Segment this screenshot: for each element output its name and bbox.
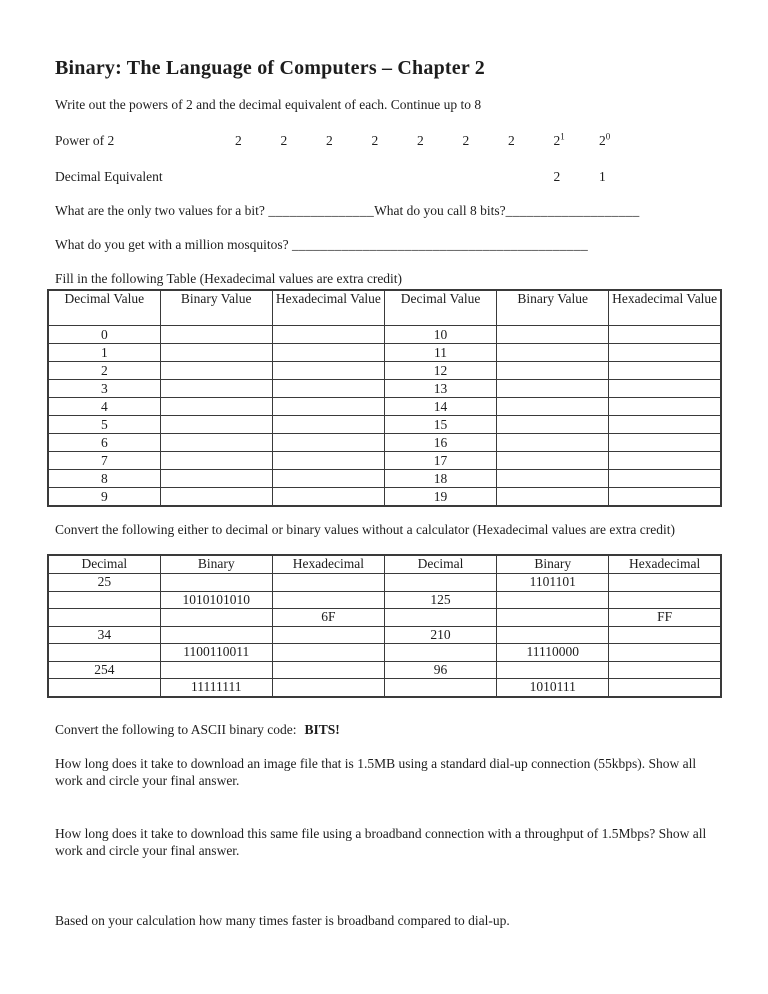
table-cell: 14 xyxy=(384,398,496,416)
table-cell: 16 xyxy=(384,434,496,452)
table-cell: 4 xyxy=(48,398,160,416)
table-cell xyxy=(609,488,721,507)
column-header: Hexadecimal Value xyxy=(609,290,721,326)
table-cell xyxy=(160,380,272,398)
table-cell xyxy=(497,326,609,344)
power-cell xyxy=(463,132,509,149)
table-cell xyxy=(160,626,272,644)
intro-instruction: Write out the powers of 2 and the decimal equivalent of each. Continue up to 8 xyxy=(55,97,482,112)
power-value: 2 xyxy=(326,133,333,148)
table-cell xyxy=(609,679,721,697)
table-cell: 1010111 xyxy=(497,679,609,697)
table-cell xyxy=(609,591,721,609)
table-row xyxy=(48,591,721,609)
table-cell xyxy=(497,609,609,627)
table-cell xyxy=(272,591,384,609)
power-cell xyxy=(417,132,463,149)
table-cell: 6 xyxy=(48,434,160,452)
ascii-word: BITS! xyxy=(304,721,340,737)
table-cell xyxy=(48,679,160,697)
byte-question-text: What do you call 8 bits? xyxy=(374,203,506,218)
table-row xyxy=(48,362,721,380)
table-cell: 19 xyxy=(384,488,496,507)
table-cell xyxy=(160,609,272,627)
table-cell: 254 xyxy=(48,661,160,679)
table-cell: 7 xyxy=(48,452,160,470)
table-row xyxy=(48,644,721,662)
table-cell: 11110000 xyxy=(497,644,609,662)
answer-blank: ___________________ xyxy=(505,203,640,218)
power-value: 2 xyxy=(553,133,561,148)
table-cell xyxy=(497,344,609,362)
power-row-label: Power of 2 xyxy=(55,133,115,148)
table-row xyxy=(48,488,721,507)
column-header: Binary Value xyxy=(497,290,609,326)
table-cell: 6F xyxy=(272,609,384,627)
table-cell: 96 xyxy=(384,661,496,679)
table-cell xyxy=(609,344,721,362)
power-value: 2 xyxy=(599,133,606,148)
power-cell xyxy=(281,132,327,149)
table-cell: 9 xyxy=(48,488,160,507)
table-cell xyxy=(160,398,272,416)
table-row xyxy=(48,344,721,362)
table-cell xyxy=(160,362,272,380)
mosquito-question xyxy=(55,236,720,253)
table-cell: 25 xyxy=(48,574,160,592)
table-cell xyxy=(160,326,272,344)
table-cell xyxy=(272,326,384,344)
power-cell xyxy=(599,132,645,149)
column-header: Hexadecimal xyxy=(609,555,721,574)
table-cell xyxy=(160,488,272,507)
decimal-cell xyxy=(235,168,281,185)
decimal-cell xyxy=(281,168,327,185)
power-cell xyxy=(235,132,281,149)
table-row xyxy=(48,434,721,452)
table-row xyxy=(48,661,721,679)
table-cell xyxy=(497,661,609,679)
table-cell xyxy=(609,452,721,470)
column-header: Binary xyxy=(160,555,272,574)
table-cell xyxy=(160,661,272,679)
table-cell xyxy=(497,488,609,507)
table-cell xyxy=(48,609,160,627)
answer-blank: __________________________________________ xyxy=(291,237,589,252)
table-header-row xyxy=(48,555,721,574)
decimal-cell: 2 xyxy=(553,169,561,184)
table-cell xyxy=(497,591,609,609)
power-value: 2 xyxy=(508,133,515,148)
table-cell xyxy=(272,470,384,488)
power-cell xyxy=(554,132,600,149)
decimal-equivalent-row xyxy=(55,168,720,185)
answer-blank: _______________ xyxy=(268,203,375,218)
table-cell: 13 xyxy=(384,380,496,398)
table-cell xyxy=(272,661,384,679)
table-cell xyxy=(497,434,609,452)
decimal-cell xyxy=(326,168,372,185)
column-header: Decimal Value xyxy=(48,290,160,326)
table-cell xyxy=(497,626,609,644)
table-cell xyxy=(609,434,721,452)
table-cell: 12 xyxy=(384,362,496,380)
table-row xyxy=(48,626,721,644)
power-value: 2 xyxy=(462,133,470,148)
table-cell: 2 xyxy=(48,362,160,380)
bit-question xyxy=(55,202,720,219)
column-header: Decimal xyxy=(48,555,160,574)
table-cell xyxy=(272,362,384,380)
table-cell xyxy=(272,679,384,697)
ascii-prompt-text: Convert the following to ASCII binary code: xyxy=(55,721,297,737)
table-cell: 5 xyxy=(48,416,160,434)
decimal-cell xyxy=(508,168,554,185)
decimal-cell xyxy=(463,168,509,185)
table-row xyxy=(48,326,721,344)
table-cell: 1 xyxy=(48,344,160,362)
power-cell xyxy=(372,132,418,149)
table-cell xyxy=(272,344,384,362)
table-cell: 15 xyxy=(384,416,496,434)
column-header: Decimal xyxy=(384,555,496,574)
table-cell xyxy=(609,626,721,644)
table-cell xyxy=(497,398,609,416)
table-cell xyxy=(272,488,384,507)
decimal-cell xyxy=(372,168,418,185)
power-value: 2 xyxy=(235,133,242,148)
power-cell xyxy=(508,132,554,149)
table-row xyxy=(48,416,721,434)
table-cell xyxy=(497,362,609,380)
table-cell xyxy=(384,609,496,627)
table-cell xyxy=(497,452,609,470)
table-cell xyxy=(160,344,272,362)
table-cell xyxy=(272,416,384,434)
column-header: Binary xyxy=(497,555,609,574)
page-title: Binary: The Language of Computers – Chapter 2 xyxy=(55,57,485,79)
table-cell xyxy=(497,380,609,398)
table-cell: 1101101 xyxy=(497,574,609,592)
table-cell xyxy=(272,398,384,416)
power-exponent: 1 xyxy=(560,131,565,142)
table-row xyxy=(48,398,721,416)
table-cell: 34 xyxy=(48,626,160,644)
table-cell xyxy=(609,470,721,488)
table-row xyxy=(48,574,721,592)
table-cell: 8 xyxy=(48,470,160,488)
table-cell: 11111111 xyxy=(160,679,272,697)
column-header: Decimal Value xyxy=(384,290,496,326)
table-cell xyxy=(497,416,609,434)
table-cell: 210 xyxy=(384,626,496,644)
table-header-row xyxy=(48,290,721,326)
table-cell: 1010101010 xyxy=(160,591,272,609)
table-cell xyxy=(384,679,496,697)
column-header: Binary Value xyxy=(160,290,272,326)
table-cell xyxy=(272,434,384,452)
table-cell xyxy=(609,644,721,662)
column-header: Hexadecimal Value xyxy=(272,290,384,326)
table-row xyxy=(48,679,721,697)
table-cell xyxy=(160,452,272,470)
table-cell xyxy=(160,434,272,452)
table2-caption: Convert the following either to decimal or binary values without a calculator (Hexadecimal values are extra credit) xyxy=(55,522,676,537)
table-cell xyxy=(160,574,272,592)
bit-question-text: What are the only two values for a bit? xyxy=(55,203,269,218)
table-cell: 0 xyxy=(48,326,160,344)
table-cell xyxy=(272,574,384,592)
table-cell: 18 xyxy=(384,470,496,488)
table-cell xyxy=(609,574,721,592)
decimal-row-label: Decimal Equivalent xyxy=(55,169,163,184)
table-cell xyxy=(497,470,609,488)
table-cell: 3 xyxy=(48,380,160,398)
power-value: 2 xyxy=(280,133,288,148)
table-cell xyxy=(48,644,160,662)
hex-fill-table xyxy=(47,289,722,507)
table-cell xyxy=(609,661,721,679)
table-row xyxy=(48,380,721,398)
table-cell xyxy=(609,362,721,380)
table-cell xyxy=(272,626,384,644)
table-cell: 10 xyxy=(384,326,496,344)
table-cell xyxy=(160,416,272,434)
table-cell xyxy=(384,644,496,662)
table-cell xyxy=(48,591,160,609)
table1-caption: Fill in the following Table (Hexadecimal values are extra credit) xyxy=(55,271,403,286)
table-cell xyxy=(272,452,384,470)
table-cell: 125 xyxy=(384,591,496,609)
table-cell xyxy=(160,470,272,488)
comparison-question: Based on your calculation how many times faster is broadband compared to dial-up. xyxy=(55,912,510,928)
decimal-cell xyxy=(417,168,463,185)
conversion-table xyxy=(47,554,722,698)
table-row xyxy=(48,470,721,488)
table-cell xyxy=(272,380,384,398)
table-cell xyxy=(609,380,721,398)
table-cell xyxy=(609,398,721,416)
power-of-2-row xyxy=(55,132,720,149)
table-cell xyxy=(272,644,384,662)
table-cell: 1100110011 xyxy=(160,644,272,662)
column-header: Hexadecimal xyxy=(272,555,384,574)
dialup-question: How long does it take to download an image file that is 1.5MB using a standard dial-up connection (55kbps). Show all work and circle your final answer. xyxy=(55,755,697,788)
decimal-cell: 1 xyxy=(599,169,606,184)
table-cell xyxy=(384,574,496,592)
table-row xyxy=(48,452,721,470)
power-exponent: 0 xyxy=(605,131,611,142)
table-row xyxy=(48,609,721,627)
table-cell: 11 xyxy=(384,344,496,362)
power-cell xyxy=(326,132,372,149)
broadband-question: How long does it take to download this same file using a broadband connection with a throughput of 1.5Mbps? Show all work and circle your final answer. xyxy=(55,825,707,858)
table-cell xyxy=(609,416,721,434)
table-cell: 17 xyxy=(384,452,496,470)
power-value: 2 xyxy=(371,133,379,148)
ascii-question xyxy=(55,721,720,738)
table-cell xyxy=(609,326,721,344)
power-value: 2 xyxy=(417,133,424,148)
mosquito-question-text: What do you get with a million mosquitos? xyxy=(55,237,292,252)
table-cell: FF xyxy=(609,609,721,627)
